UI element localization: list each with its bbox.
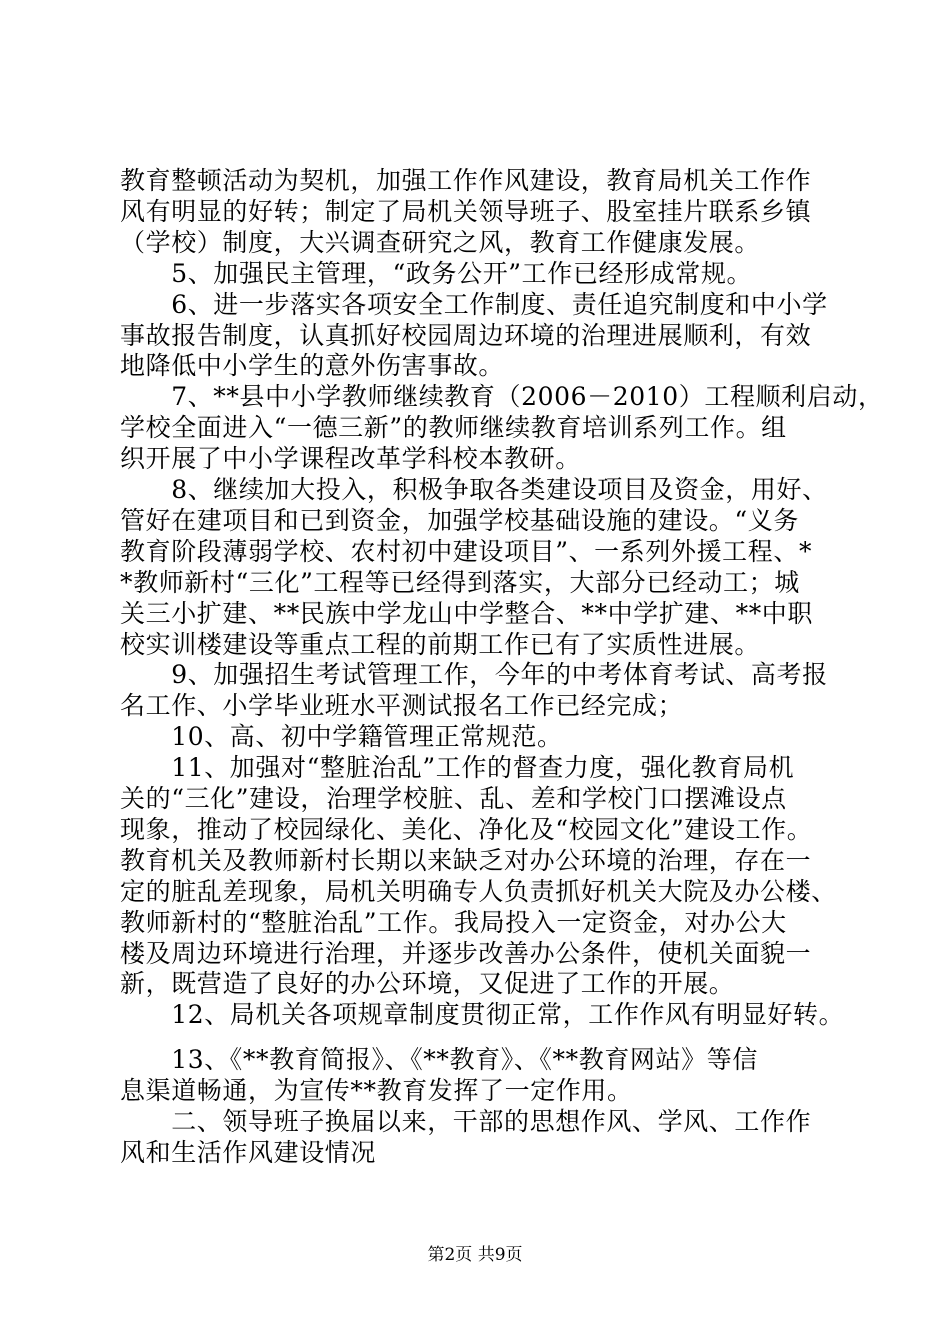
text-line: 10、高、初中学籍管理正常规范。 — [120, 722, 563, 752]
text-line: 楼及周边环境进行治理，并逐步改善办公条件，使机关面貌一 — [120, 938, 812, 968]
text-line: 织开展了中小学课程改革学科校本教研。 — [120, 444, 581, 474]
text-line: 管好在建项目和已到资金，加强学校基础设施的建设。“义务 — [120, 505, 799, 535]
text-line: 名工作、小学毕业班水平测试报名工作已经完成； — [120, 691, 684, 721]
text-line: 二、领导班子换届以来，干部的思想作风、学风、工作作 — [120, 1107, 812, 1136]
text-line: 11、加强对“整脏治乱”工作的督查力度，强化教育局机 — [120, 753, 795, 783]
text-line: 教师新村的“整脏治乱”工作。我局投入一定资金，对办公大 — [120, 907, 787, 937]
text-line: 7、**县中小学教师继续教育（2006－2010）工程顺利启动， — [120, 382, 884, 412]
text-line: 关的“三化”建设，治理学校脏、乱、差和学校门口摆滩设点 — [120, 784, 787, 813]
text-line: 6、进一步落实各项安全工作制度、责任追究制度和中小学 — [120, 289, 828, 319]
text-line: 风有明显的好转；制定了局机关领导班子、股室挂片联系乡镇 — [120, 196, 812, 226]
text-line: 8、继续加大投入，积极争取各类建设项目及资金，用好、 — [120, 475, 828, 504]
text-line: 9、加强招生考试管理工作，今年的中考体育考试、高考报 — [120, 660, 828, 690]
text-line: 地降低中小学生的意外伤害事故。 — [120, 351, 505, 381]
page-footer: 第2页 共9页 — [427, 1245, 523, 1265]
text-line: 新，既营造了良好的办公环境，又促进了工作的开展。 — [120, 969, 735, 999]
text-line: 息渠道畅通，为宣传**教育发挥了一定作用。 — [120, 1076, 633, 1106]
text-line: 学校全面进入“一德三新”的教师继续教育培训系列工作。组 — [120, 413, 787, 443]
text-line: *教师新村“三化”工程等已经得到落实，大部分已经动工；城 — [120, 567, 800, 597]
text-line: （学校）制度，大兴调查研究之风，教育工作健康发展。 — [120, 227, 761, 257]
text-line: 现象，推动了校园绿化、美化、净化及“校园文化”建设工作。 — [120, 814, 813, 844]
text-line: 教育整顿活动为契机，加强工作作风建设，教育局机关工作作 — [120, 166, 812, 195]
text-line: 关三小扩建、**民族中学龙山中学整合、**中学扩建、**中职 — [120, 598, 814, 628]
text-line: 13、《**教育简报》、《**教育》、《**教育网站》等信 — [120, 1045, 758, 1075]
text-line: 12、局机关各项规章制度贯彻正常，工作作风有明显好转。 — [120, 1000, 845, 1030]
text-line: 风和生活作风建设情况 — [120, 1137, 377, 1167]
text-line: 事故报告制度，认真抓好校园周边环境的治理进展顺利，有效 — [120, 320, 812, 350]
text-line: 教育机关及教师新村长期以来缺乏对办公环境的治理，存在一 — [120, 845, 812, 875]
text-line: 校实训楼建设等重点工程的前期工作已有了实质性进展。 — [120, 629, 761, 659]
text-line: 5、加强民主管理，“政务公开”工作已经形成常规。 — [120, 258, 753, 288]
text-line: 定的脏乱差现象，局机关明确专人负责抓好机关大院及办公楼、 — [120, 876, 837, 906]
text-line: 教育阶段薄弱学校、农村初中建设项目”、一系列外援工程、* — [120, 536, 813, 566]
